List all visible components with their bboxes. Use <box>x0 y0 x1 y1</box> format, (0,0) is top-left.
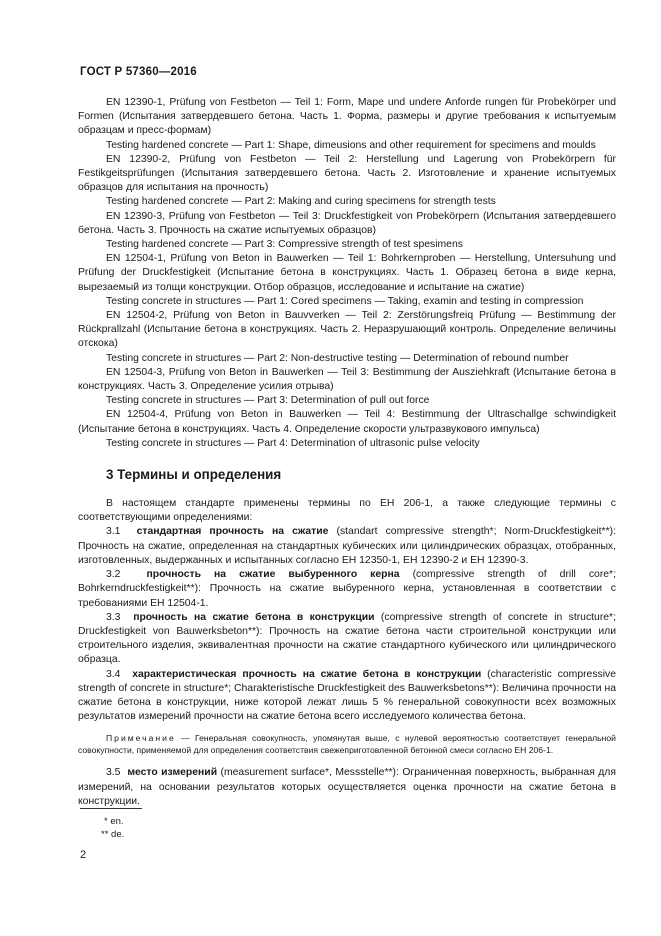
footnote-en: * en. <box>104 816 124 827</box>
term-entry <box>78 525 616 568</box>
reference-en-12390-2-translation: Testing hardened concrete — Part 2: Making and curing specimens for strength tests <box>106 196 496 208</box>
document-header: ГОСТ Р 57360—2016 <box>80 66 197 78</box>
term-entry <box>78 668 616 725</box>
reference-en-12390-2: EN 12390-2, Prüfung von Festbeton — Teil 2: Herstellung und Lagerung von Probekörpern für Festikgeitsprüfungen (Испытания затвердевшего бетона. Часть 2. Изготовление и хранение испытуемых образцов для испытания на прочность) <box>78 153 616 194</box>
term-number: 3.4 <box>106 668 121 680</box>
term-definition: (measurement surface*, Messstelle**): Ограниченная поверхность, выбранная для измерений, на основании результатов которых осуществляется оценка прочности на сжатие бетона в конструкции. <box>78 767 616 807</box>
term-name: прочность на сжатие выбуренного керна <box>146 569 400 581</box>
section-intro: В настоящем стандарте применены термины по ЕН 206-1, а также следующие термины с соответствующими определениями: <box>78 498 616 524</box>
page-number: 2 <box>80 849 87 861</box>
reference-en-12504-1: EN 12504-1, Prüfung von Beton in Bauwerken — Teil 1: Bohrkernproben — Herstellung, Untersuhung und Prüfung der Druckfestigkeit (Испытание бетона в конструкциях. Часть 1. Образец бетона в виде керна, вырезаемый из толщи конструкции. Отбор образцов, исследование и испытание на сжатие) <box>78 253 616 293</box>
note-label: Примечание <box>106 733 176 744</box>
term-number: 3.2 <box>106 569 121 581</box>
term-definition: (compressive strength of drill core*; Bohrkerndruckfestigkeit**): Прочность на сжатие выбуренного керна, установленная в соответствии с требованиями ЕН 12504-1. <box>78 569 616 609</box>
reference-en-12504-2-translation: Testing concrete in structures — Part 2: Non-destructive testing — Determination of rebound number <box>106 352 569 364</box>
page-body <box>78 96 616 809</box>
term-name: характеристическая прочность на сжатие бетона в конструкции <box>132 668 482 680</box>
footnote-divider <box>80 808 142 809</box>
term-number: 3.3 <box>106 611 121 623</box>
term-name: стандартная прочность на сжатие <box>136 526 329 538</box>
reference-en-12390-1-translation: Testing hardened concrete — Part 1: Shape, dimeusions and other requirement for specimens and moulds <box>106 139 596 151</box>
reference-en-12390-3: EN 12390-3, Prüfung von Festbeton — Teil 3: Druckfestigkeit von Probekörpern (Испытания затвердевшего бетона. Часть 3. Прочность на сжатие испытуемых образцов) <box>78 210 616 236</box>
term-definition: (characteristic compressive strength of concrete in structure*; Charakteristische Druckfestigkeit des Bauwerksbetons**): Величина прочности на сжатие бетона в конструкции, ниже которой лежат лишь 5 % генеральной совокупности всех возможных результатов измерений прочности на сжатие бетона всего исследуемого количества бетона. <box>78 668 617 723</box>
reference-en-12504-3: EN 12504-3, Prüfung von Beton in Bauwerken — Teil 3: Bestimmung der Ausziehkraft (Испытание бетона в конструкциях. Часть 3. Определение усилия отрыва) <box>78 366 616 393</box>
reference-en-12504-2: EN 12504-2, Prüfung von Beton in Bauvverken — Teil 2: Zerstörungsfreiq Prüfung — Bestimmung der Rückprallzahl (Испытание бетона в конструкциях. Часть 2. Неразрушающий контроль. Определение величины отскока) <box>78 310 616 350</box>
reference-en-12504-1-translation: Testing concrete in structures — Part 1: Cored specimens — Taking, examin and testing in compression <box>106 295 584 307</box>
section-heading: 3 Термины и определения <box>106 467 282 483</box>
note <box>78 732 616 756</box>
note-text: — Генеральная совокупность, упомянутая выше, с нулевой вероятностью соответствует генеральной совокупности, применяемой для определения соответствия свежеприготовленной бетонной смеси согласно ЕН 206-1. <box>78 733 616 756</box>
term-entry <box>78 568 616 611</box>
term-name: место измерений <box>127 767 218 779</box>
reference-en-12504-3-translation: Testing concrete in structures — Part 3: Determination of pull out force <box>106 395 430 407</box>
term-number: 3.5 <box>106 767 121 779</box>
term-definition: (standart compressive strength*; Norm-Druckfestigkeit**): Прочность на сжатие, определенная на стандартных кубических или цилиндрических образцах, отобранных, изготовленных, выдержанных и испытанных согласно ЕН 12350-1, ЕН 12390-2 и ЕН 12390-3. <box>78 526 616 566</box>
footnote-de: ** de. <box>101 829 125 840</box>
term-entry <box>78 611 616 668</box>
reference-en-12390-1: EN 12390-1, Prüfung von Festbeton — Teil 1: Form, Mape und undere Anforde rungen für Probekörper und Formen (Испытания затвердевшего бетона. Часть 1. Форма, размеры и другие требования к испытуемым образцам и пресс-формам) <box>78 97 616 137</box>
term-entry <box>78 766 616 809</box>
reference-en-12504-4-translation: Testing concrete in structures — Part 4: Determination of ultrasonic pulse velocity <box>106 437 480 449</box>
reference-en-12504-4: EN 12504-4, Prüfung von Beton in Bauwerken — Teil 4: Bestimmung der Ultraschallge schwindigkeit (Испытание бетона в конструкциях. Часть 4. Определение скорости ультразвукового импульса) <box>78 409 616 435</box>
term-definition: (compressive strength of concrete in structure*; Druckfestigkeit von Bauwerksbeton**): Прочность на сжатие бетона части строительной конструкции или строительного изделия, эквивалентная прочности на сжатие стандартного кубического или цилиндрического образца. <box>78 611 616 666</box>
term-number: 3.1 <box>106 526 121 538</box>
reference-en-12390-3-translation: Testing hardened concrete — Part 3: Compressive strength of test spesimens <box>106 239 463 251</box>
term-name: прочность на сжатие бетона в конструкции <box>133 611 375 623</box>
